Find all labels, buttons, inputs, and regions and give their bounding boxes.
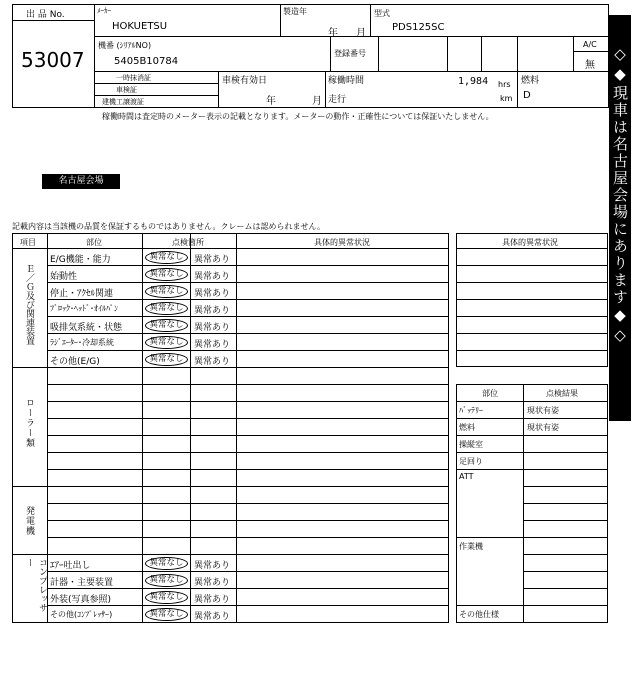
ac-value: 無 [585,60,595,71]
normal-circled: 異常なし [145,591,188,604]
location-sidebar [609,15,631,421]
compressor-row-label: その他(ｺﾝﾌﾟﾚｯｻｰ) [50,610,113,619]
lot-label: 出 品 No. [26,10,65,20]
year-label: 製造年 [283,7,307,16]
col-detail-header: 具体的異常状況 [314,238,370,247]
engine-row-label: ﾌﾞﾛｯｸ･ﾍｯﾄﾞ･ｵｲﾙﾊﾟﾝ [50,304,118,313]
section-engine: Ｅ／Ｇ及び関連装置 [24,264,34,345]
lot-number: 53007 [21,48,85,72]
ac-label: A/C [583,40,597,49]
undercarriage-label: 足回り [459,457,483,466]
normal-circled: 異常なし [145,302,188,315]
engine-row-label: E/G機能・能力 [50,255,111,265]
quality-notice: 記載内容は当該機の品質を保証するものではありません。クレームは認められません。 [12,222,325,231]
registration-label: 登録番号 [334,49,366,58]
abnormal-option: 異常あり [194,323,231,333]
normal-circled: 異常なし [145,319,188,332]
normal-circled: 異常なし [145,574,188,587]
fuel-part-label: 燃料 [459,423,475,432]
maker-value: HOKUETSU [112,21,168,32]
section-compressor: コンプレッサー [24,558,47,612]
hours-unit: hrs [498,80,511,89]
construction-cert-label: 建機工譲渡証 [102,98,144,106]
engine-row-label: 停止・ｱｸｾﾙ関連 [50,289,114,299]
col-check-header: 点検箇所 [172,238,204,247]
model-value: PDS125SC [392,22,445,33]
right-detail-header: 具体的異常状況 [502,238,558,247]
battery-label: ﾊﾞｯﾃﾘｰ [459,406,483,415]
right-detail-table [456,233,608,367]
cab-label: 操縦室 [459,440,483,449]
normal-circled: 異常なし [145,608,188,621]
result-header: 点検結果 [546,389,578,398]
header-frame [12,4,609,108]
hours-notice: 稼働時間は査定時のメーター表示の記載となります。メーターの動作・正確性については保証いたしません。 [102,112,494,121]
col-item-header: 項目 [20,238,36,247]
month-unit: 月 [356,28,366,39]
mileage-label: 走行 [328,95,347,105]
other-spec-label: その他仕様 [459,610,499,619]
section-roller: ローラー類 [24,398,34,448]
normal-circled: 異常なし [145,285,188,298]
hours-value: 1,984 [458,76,489,87]
compressor-row-label: 外装(写真参照) [50,595,112,605]
location-badge: 名古屋会場 [42,174,120,189]
abnormal-option: 異常あり [194,578,231,588]
engine-row-label: 始動性 [50,272,78,282]
normal-circled: 異常なし [145,251,188,264]
fuel-label: 燃料 [521,76,540,86]
abnormal-option: 異常あり [194,255,231,265]
compressor-row-label: 計器・主要装置 [50,578,114,588]
compressor-row-label: ｴｱｰ吐出し [50,561,91,571]
engine-row-label: 吸排気系統・状態 [50,323,123,333]
abnormal-option: 異常あり [194,306,231,316]
temp-permit-label: 一時抹消証 [116,74,151,82]
normal-circled: 異常なし [145,268,188,281]
abnormal-option: 異常あり [194,595,231,605]
serial-value: 5405B10784 [114,56,179,67]
normal-circled: 異常なし [145,557,188,570]
work-machine-label: 作業機 [459,542,483,551]
model-label: 型式 [374,9,390,18]
serial-label: 機番 (ｼﾘｱﾙNO) [98,41,152,50]
col-part-header: 部位 [86,238,102,247]
section-generator: 発電機 [24,506,34,536]
battery-result: 現状有姿 [527,406,559,415]
vehicle-cert-label: 車検証 [116,86,137,94]
hours-label: 稼働時間 [328,76,365,86]
abnormal-option: 異常あり [194,272,231,282]
abnormal-option: 異常あり [194,289,231,299]
fuel-result: 現状有姿 [527,423,559,432]
inspection-year-unit: 年 [266,96,276,107]
abnormal-option: 異常あり [194,561,231,571]
maker-label: ﾒｰｶｰ [97,7,111,15]
inspection-month-unit: 月 [312,96,322,107]
att-label: ATT [459,472,474,481]
normal-circled: 異常なし [145,353,188,366]
abnormal-option: 異常あり [194,340,231,350]
abnormal-option: 異常あり [194,612,231,622]
mileage-unit: km [500,94,513,103]
engine-row-label: ﾗｼﾞｴｰﾀｰ･冷却系統 [50,338,114,347]
year-unit: 年 [328,28,338,39]
abnormal-option: 異常あり [194,357,231,367]
part-header: 部位 [482,389,498,398]
sidebar-text: ◇◆現車は名古屋会場にあります◆◇ [611,45,629,346]
fuel-value: D [523,90,531,101]
normal-circled: 異常なし [145,336,188,349]
inspection-label: 車検有効日 [222,76,268,86]
engine-row-label: その他(E/G) [50,357,100,367]
